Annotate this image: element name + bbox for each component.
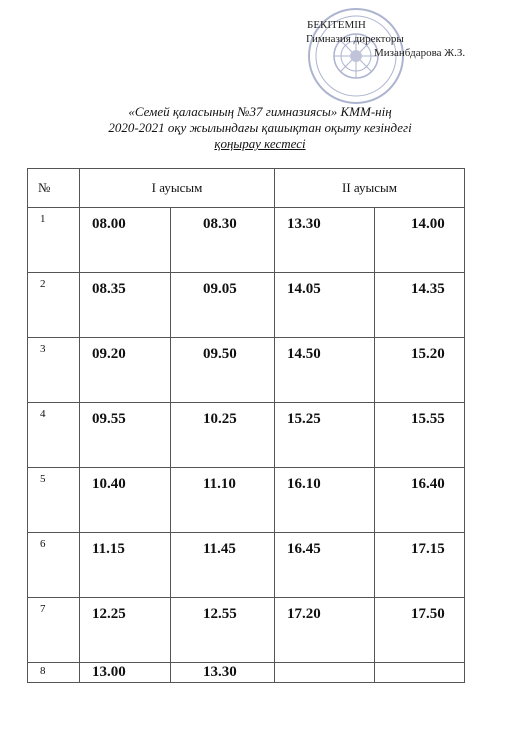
lesson-number: 4 <box>28 403 80 468</box>
shift2-end: 17.15 <box>375 533 465 598</box>
approval-position: Гимназия директоры <box>306 33 404 45</box>
table-row <box>28 338 465 403</box>
shift1-start: 09.20 <box>80 338 171 403</box>
shift2-start <box>275 663 375 683</box>
shift1-start: 12.25 <box>80 598 171 663</box>
title-line-1: «Семей қаласының №37 гимназиясы» КММ-нің <box>128 104 392 119</box>
shift1-start: 10.40 <box>80 468 171 533</box>
lesson-number: 3 <box>28 338 80 403</box>
shift1-end: 11.10 <box>171 468 275 533</box>
shift1-start: 09.55 <box>80 403 171 468</box>
shift2-start: 16.45 <box>275 533 375 598</box>
table-row <box>28 208 465 273</box>
shift1-end: 11.45 <box>171 533 275 598</box>
shift2-end <box>375 663 465 683</box>
table-row <box>28 598 465 663</box>
table-row <box>28 403 465 468</box>
shift1-start: 13.00 <box>80 663 171 683</box>
shift1-end: 10.25 <box>171 403 275 468</box>
lesson-number: 2 <box>28 273 80 338</box>
shift1-end: 09.50 <box>171 338 275 403</box>
shift2-start: 14.05 <box>275 273 375 338</box>
shift1-end: 13.30 <box>171 663 275 683</box>
approval-name: Мизанбдарова Ж.З. <box>374 47 466 59</box>
lesson-number: 7 <box>28 598 80 663</box>
shift2-end: 15.55 <box>375 403 465 468</box>
lesson-number: 5 <box>28 468 80 533</box>
shift2-start: 17.20 <box>275 598 375 663</box>
header-number: № <box>28 169 80 208</box>
table-row <box>28 273 465 338</box>
shift2-start: 15.25 <box>275 403 375 468</box>
shift2-end: 16.40 <box>375 468 465 533</box>
shift2-end: 15.20 <box>375 338 465 403</box>
shift2-end: 14.00 <box>375 208 465 273</box>
shift1-start: 11.15 <box>80 533 171 598</box>
document-title <box>40 104 480 152</box>
shift2-start: 14.50 <box>275 338 375 403</box>
table-row <box>28 468 465 533</box>
lesson-number: 1 <box>28 208 80 273</box>
shift2-start: 16.10 <box>275 468 375 533</box>
title-line-3: қоңырау кестесі <box>214 136 306 151</box>
table-row <box>28 663 465 683</box>
bell-schedule-table <box>27 168 465 683</box>
shift2-start: 13.30 <box>275 208 375 273</box>
approval-heading: БЕКІТЕМІН <box>307 19 366 31</box>
header-shift-1: I ауысым <box>80 169 275 208</box>
shift2-end: 14.35 <box>375 273 465 338</box>
lesson-number: 6 <box>28 533 80 598</box>
shift1-end: 12.55 <box>171 598 275 663</box>
table-header-row <box>28 169 465 208</box>
lesson-number: 8 <box>28 663 80 683</box>
header-shift-2: II ауысым <box>275 169 465 208</box>
table-row <box>28 533 465 598</box>
title-line-2: 2020-2021 оқу жылындағы қашықтан оқыту кезіндегі <box>108 120 412 135</box>
shift1-start: 08.00 <box>80 208 171 273</box>
shift1-end: 09.05 <box>171 273 275 338</box>
shift1-end: 08.30 <box>171 208 275 273</box>
approval-block <box>304 18 504 60</box>
shift2-end: 17.50 <box>375 598 465 663</box>
shift1-start: 08.35 <box>80 273 171 338</box>
